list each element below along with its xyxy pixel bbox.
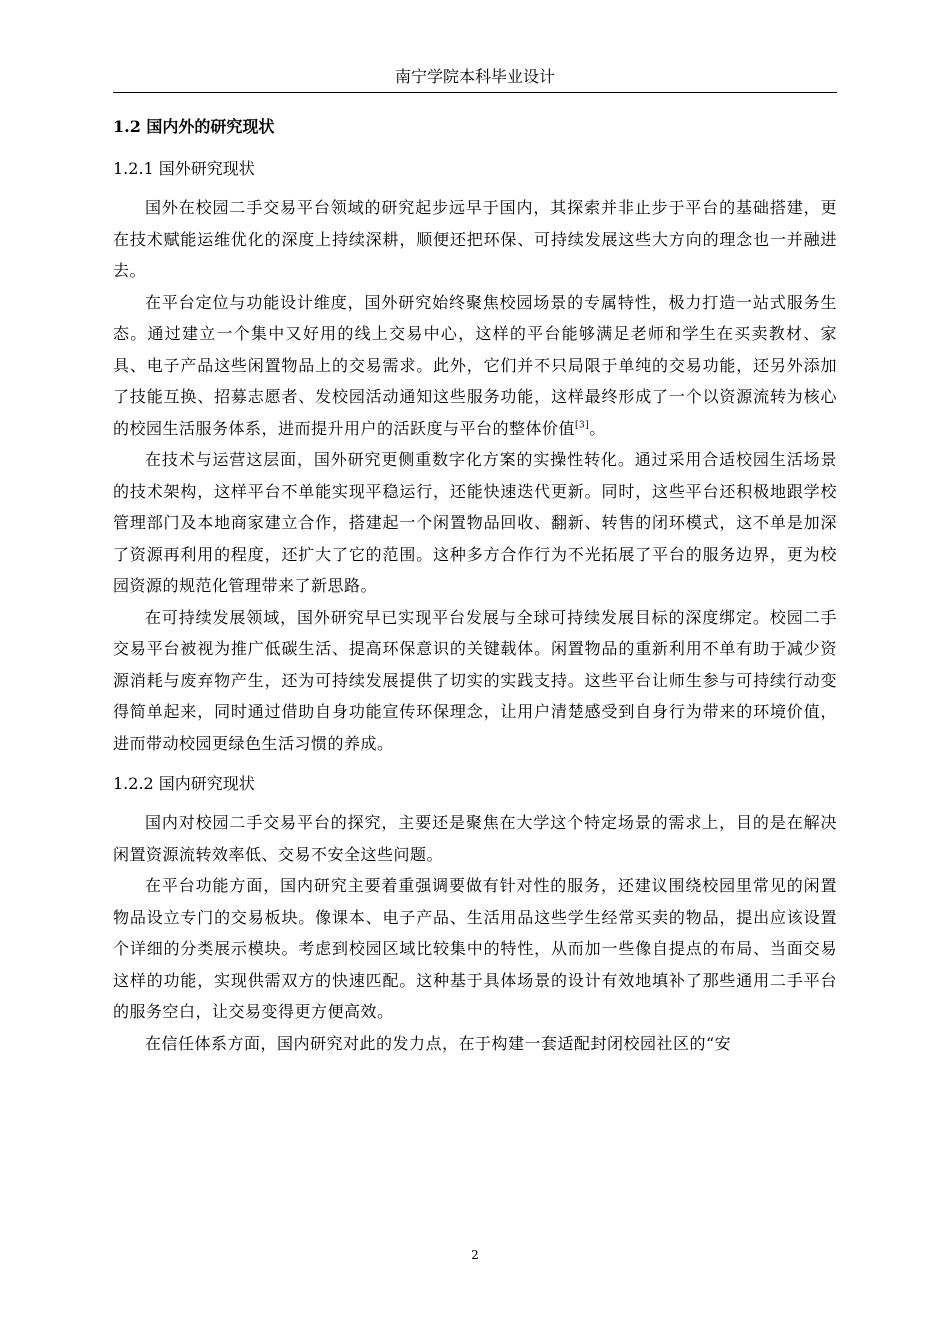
subsection-heading-domestic: 1.2.2 国内研究现状: [113, 774, 255, 793]
paragraph: 在可持续发展领域，国外研究早已实现平台发展与全球可持续发展目标的深度绑定。校园二手交易平台被视为推广低碳生活、提高环保意识的关键载体。闲置物品的重新利用不单有助于减少资源消耗与废弃物产生，还为可持续发展提供了切实的实践支持。这些平台让师生参与可持续行动变得简单起来，同时通过借助自身功能宣传环保理念，让用户清楚感受到自身行为带来的环境价值，进而带动校园更绿色生活习惯的养成。: [113, 607, 837, 753]
section-heading: 1.2 国内外的研究现状: [113, 117, 275, 136]
header-divider: [113, 92, 837, 93]
paragraph-end-punctuation: 。: [589, 418, 606, 438]
paragraph: 国内对校园二手交易平台的探究，主要还是聚焦在大学这个特定场景的需求上，目的是在解决闲置资源流转效率低、交易不安全这些问题。: [113, 813, 837, 864]
running-header: 南宁学院本科毕业设计: [394, 67, 555, 86]
subsection-heading-foreign: 1.2.1 国外研究现状: [113, 159, 255, 178]
paragraph: 在信任体系方面，国内研究对此的发力点，在于构建一套适配封闭校园社区的“安: [145, 1033, 732, 1053]
paragraph: 在平台功能方面，国内研究主要着重强调要做有针对性的服务，还建议围绕校园里常见的闲置物品设立专门的交易板块。像课本、电子产品、生活用品这些学生经常买卖的物品，提出应该设置个详细的分类展示模块。考虑到校园区域比较集中的特性，从而加一些像自提点的布局、当面交易这样的功能，实现供需双方的快速匹配。这种基于具体场景的设计有效地填补了那些通用二手平台的服务空白，让交易变得更方便高效。: [113, 876, 837, 1021]
citation-marker[interactable]: [3]: [575, 420, 590, 431]
page-number: 2: [471, 1248, 479, 1262]
paragraph-with-citation: [113, 287, 837, 445]
body-content: [113, 116, 837, 1059]
paragraph-text: 在平台定位与功能设计维度，国外研究始终聚焦校园场景的专属特性，极力打造一站式服务生态。通过建立一个集中又好用的线上交易中心，这样的平台能够满足老师和学生在买卖教材、家具、电子产品这些闲置物品上的交易需求。此外，它们并不只局限于单纯的交易功能，还另外添加了技能互换、招募志愿者、发校园活动通知这些服务功能，这样最终形成了一个以资源流转为核心的校园生活服务体系，进而提升用户的活跃度与平台的整体价值: [113, 292, 837, 438]
paragraph: 国外在校园二手交易平台领域的研究起步远早于国内，其探索并非止步于平台的基础搭建，更在技术赋能运维优化的深度上持续深耕，顺便还把环保、可持续发展这些大方向的理念也一并融进去。: [113, 198, 837, 280]
paragraph: 在技术与运营这层面，国外研究更侧重数字化方案的实操性转化。通过采用合适校园生活场景的技术架构，这样平台不单能实现平稳运行，还能快速迭代更新。同时，这些平台还积极地跟学校管理部门及本地商家建立合作，搭建起一个闲置物品回收、翻新、转售的闭环模式，这不单是加深了资源再利用的程度，还扩大了它的范围。这种多方合作行为不光拓展了平台的服务边界，更为校园资源的规范化管理带来了新思路。: [113, 450, 837, 595]
